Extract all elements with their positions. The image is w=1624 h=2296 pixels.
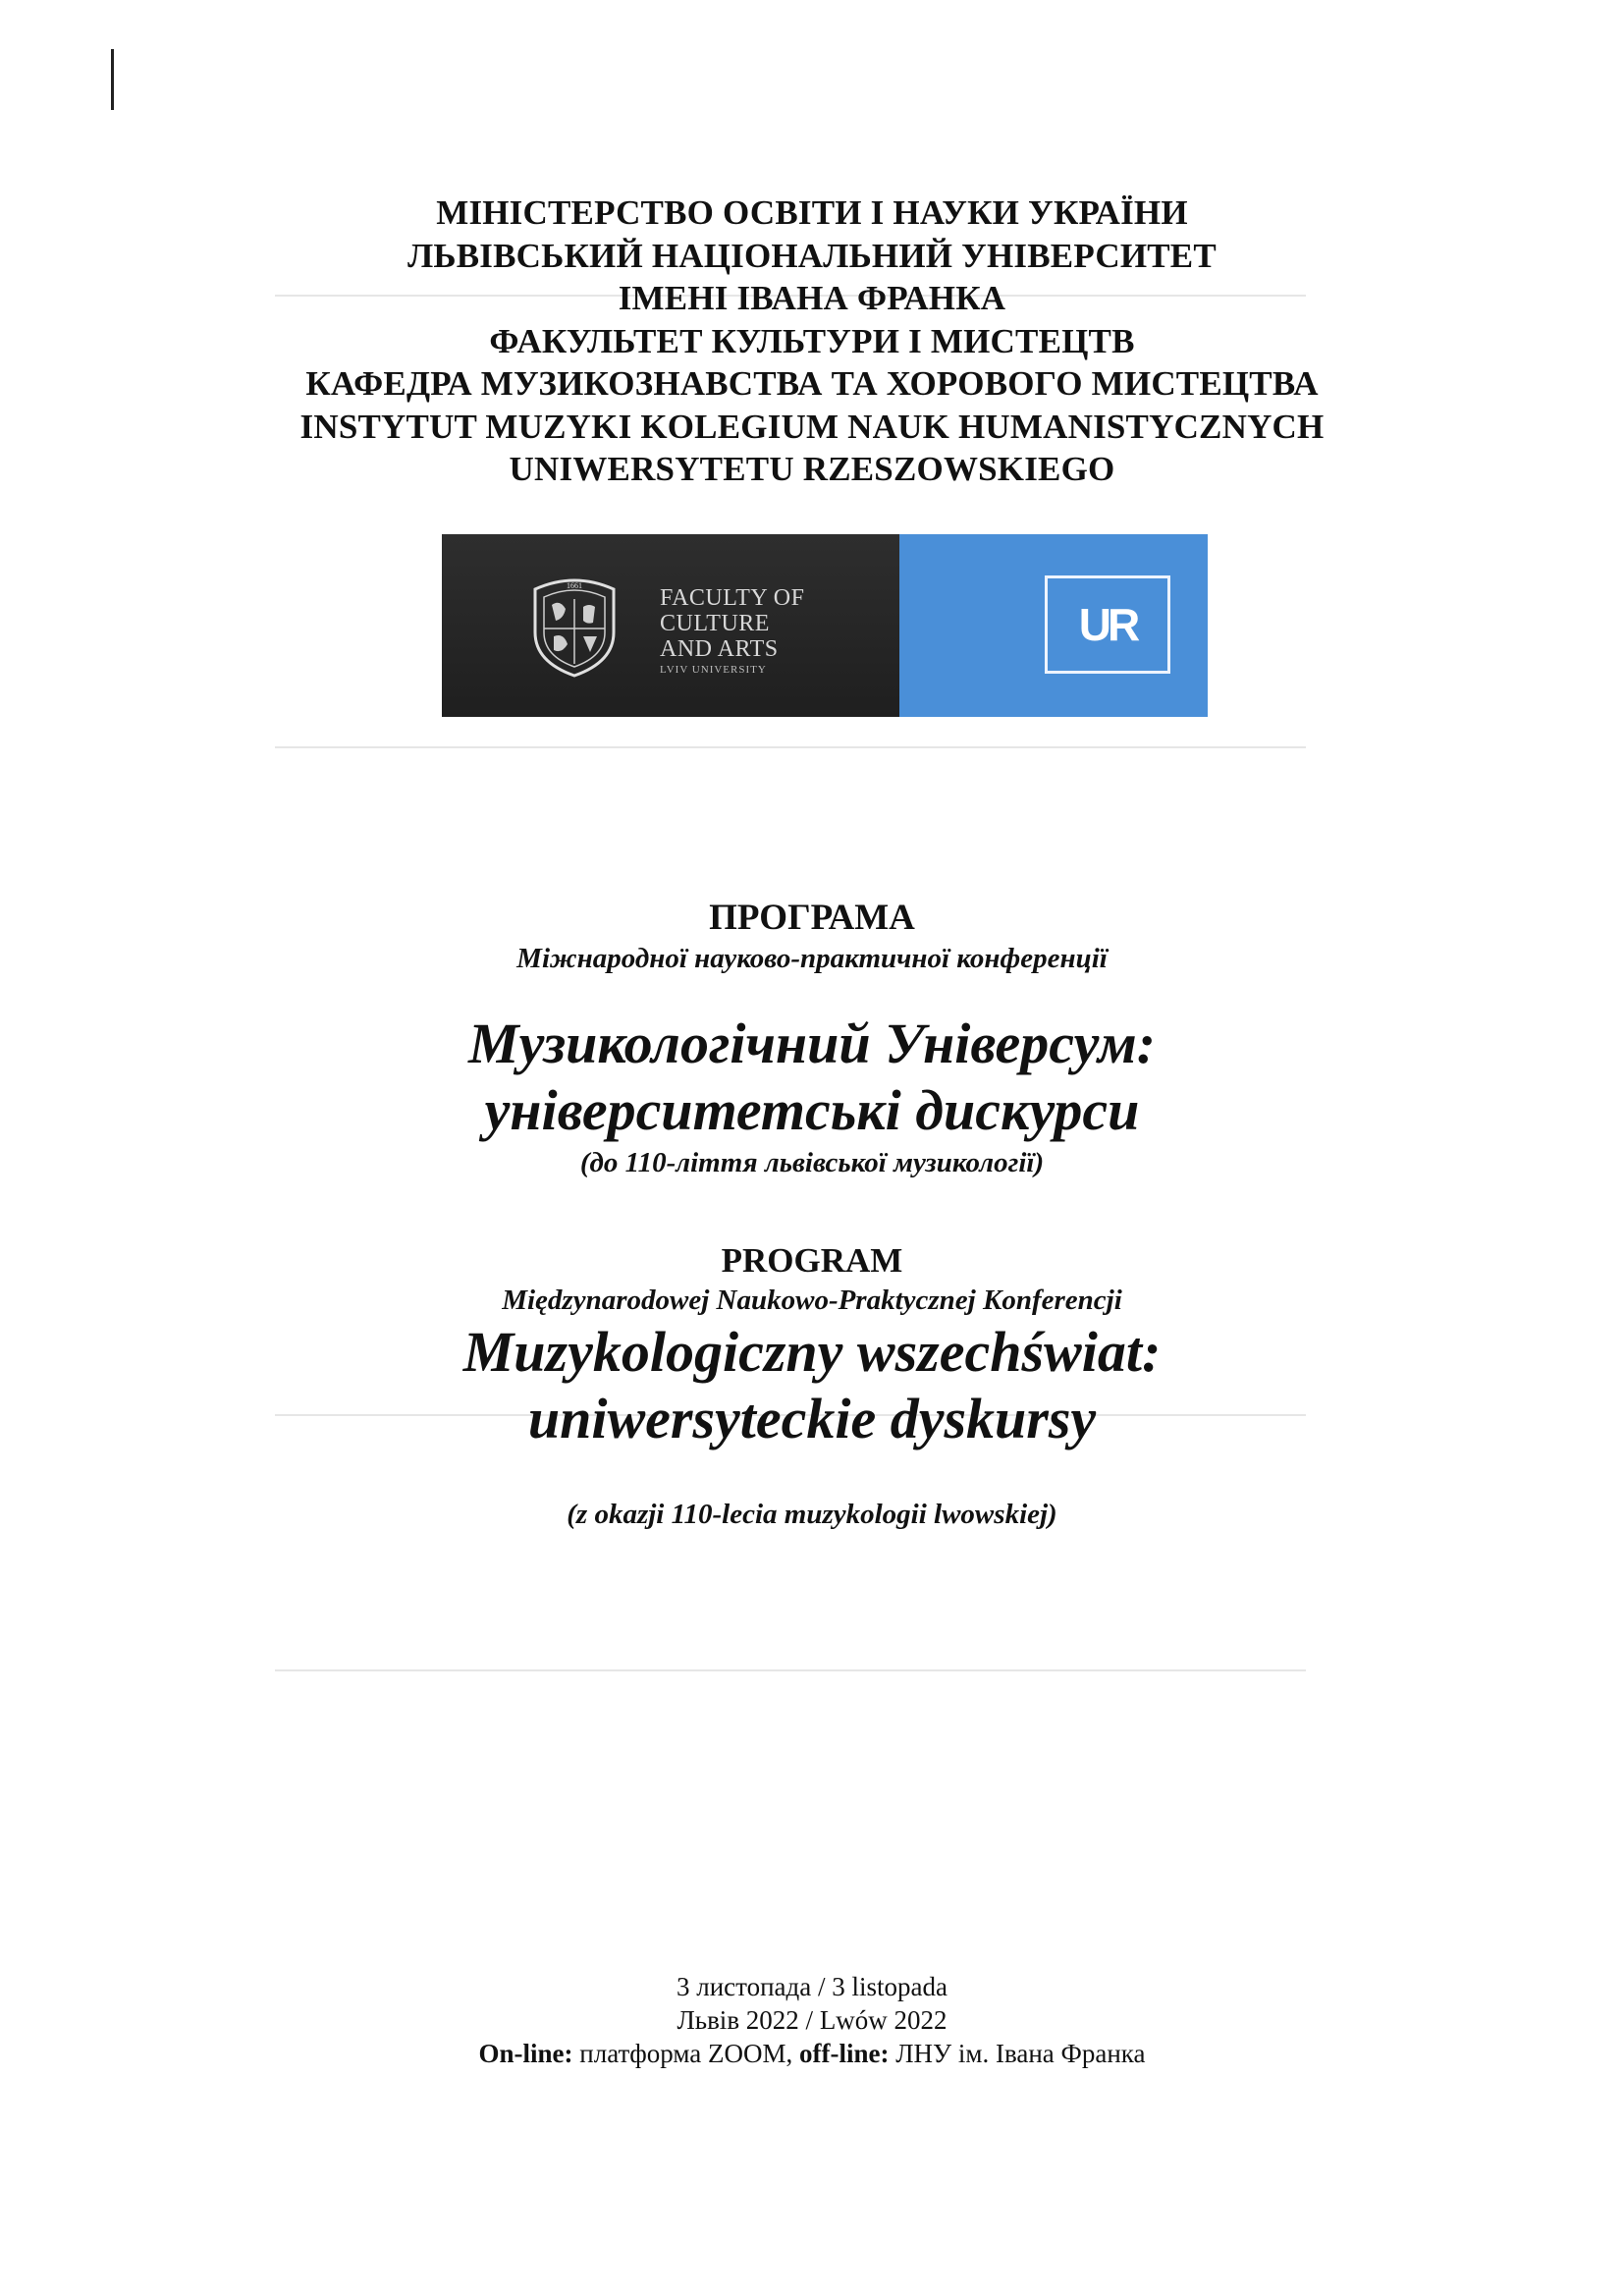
faculty-line: CULTURE: [660, 611, 770, 636]
faculty-line: AND ARTS: [660, 636, 779, 662]
logo-banner: [442, 534, 1208, 717]
header-line: ФАКУЛЬТЕТ КУЛЬТУРИ І МИСТЕЦТВ: [489, 321, 1135, 360]
event-details: [0, 1970, 1624, 2070]
online-value: платформа ZOOM,: [572, 2039, 799, 2068]
conference-subtitle-pl: Międzynarodowej Naukowo-Praktycznej Konferencji: [502, 1285, 1122, 1316]
offline-label: off-line:: [799, 2039, 890, 2068]
ur-logo: [899, 534, 1208, 717]
event-date: 3 листопада / 3 listopada: [677, 1972, 947, 2001]
faculty-logo: [442, 534, 899, 717]
header-line: UNIWERSYTETU RZESZOWSKIEGO: [509, 450, 1115, 488]
scan-mark: [111, 49, 114, 110]
ur-logo-frame: [1045, 575, 1170, 674]
crest-icon: [520, 572, 628, 680]
institution-header: [0, 191, 1624, 491]
faculty-line: FACULTY OF: [660, 585, 805, 611]
program-heading-ua: ПРОГРАМА: [709, 898, 915, 938]
occasion-pl: (z okazji 110-lecia muzykologii lwowskiej): [567, 1499, 1057, 1530]
ur-mark: UR: [1078, 599, 1137, 650]
header-line: КАФЕДРА МУЗИКОЗНАВСТВА ТА ХОРОВОГО МИСТЕЦТВА: [305, 364, 1319, 403]
faculty-wordmark: [660, 585, 804, 678]
event-format: [0, 2037, 1624, 2070]
event-place: Львів 2022 / Lwów 2022: [677, 2005, 947, 2035]
online-label: On-line:: [478, 2039, 573, 2068]
show-through: [275, 1669, 1306, 1671]
offline-value: ЛНУ ім. Івана Франка: [889, 2039, 1146, 2068]
conference-title-pl-2: uniwersyteckie dyskursy: [527, 1387, 1097, 1450]
crest-year: 1661: [567, 581, 582, 590]
occasion-ua: (до 110-ліття львівської музикології): [579, 1147, 1045, 1178]
header-line: МІНІСТЕРСТВО ОСВІТИ І НАУКИ УКРАЇНИ: [436, 193, 1188, 232]
faculty-sub: LVIV UNIVERSITY: [660, 664, 767, 676]
conference-subtitle-ua: Міжнародної науково-практичної конференції: [516, 943, 1108, 974]
conference-title-ua-1: Музикологічний Універсум:: [468, 1011, 1156, 1075]
conference-title-pl-1: Muzykologiczny wszechświat:: [462, 1320, 1162, 1384]
header-line: ІМЕНІ ІВАНА ФРАНКА: [618, 279, 1006, 317]
program-block: [0, 897, 1624, 1533]
conference-title-ua-2: університетські дискурси: [484, 1078, 1140, 1142]
program-heading-pl: PROGRAM: [721, 1241, 903, 1280]
show-through: [275, 746, 1306, 748]
header-line: INSTYTUT MUZYKI KOLEGIUM NAUK HUMANISTYCZNYCH: [299, 407, 1325, 446]
header-line: ЛЬВІВСЬКИЙ НАЦІОНАЛЬНИЙ УНІВЕРСИТЕТ: [407, 236, 1217, 275]
